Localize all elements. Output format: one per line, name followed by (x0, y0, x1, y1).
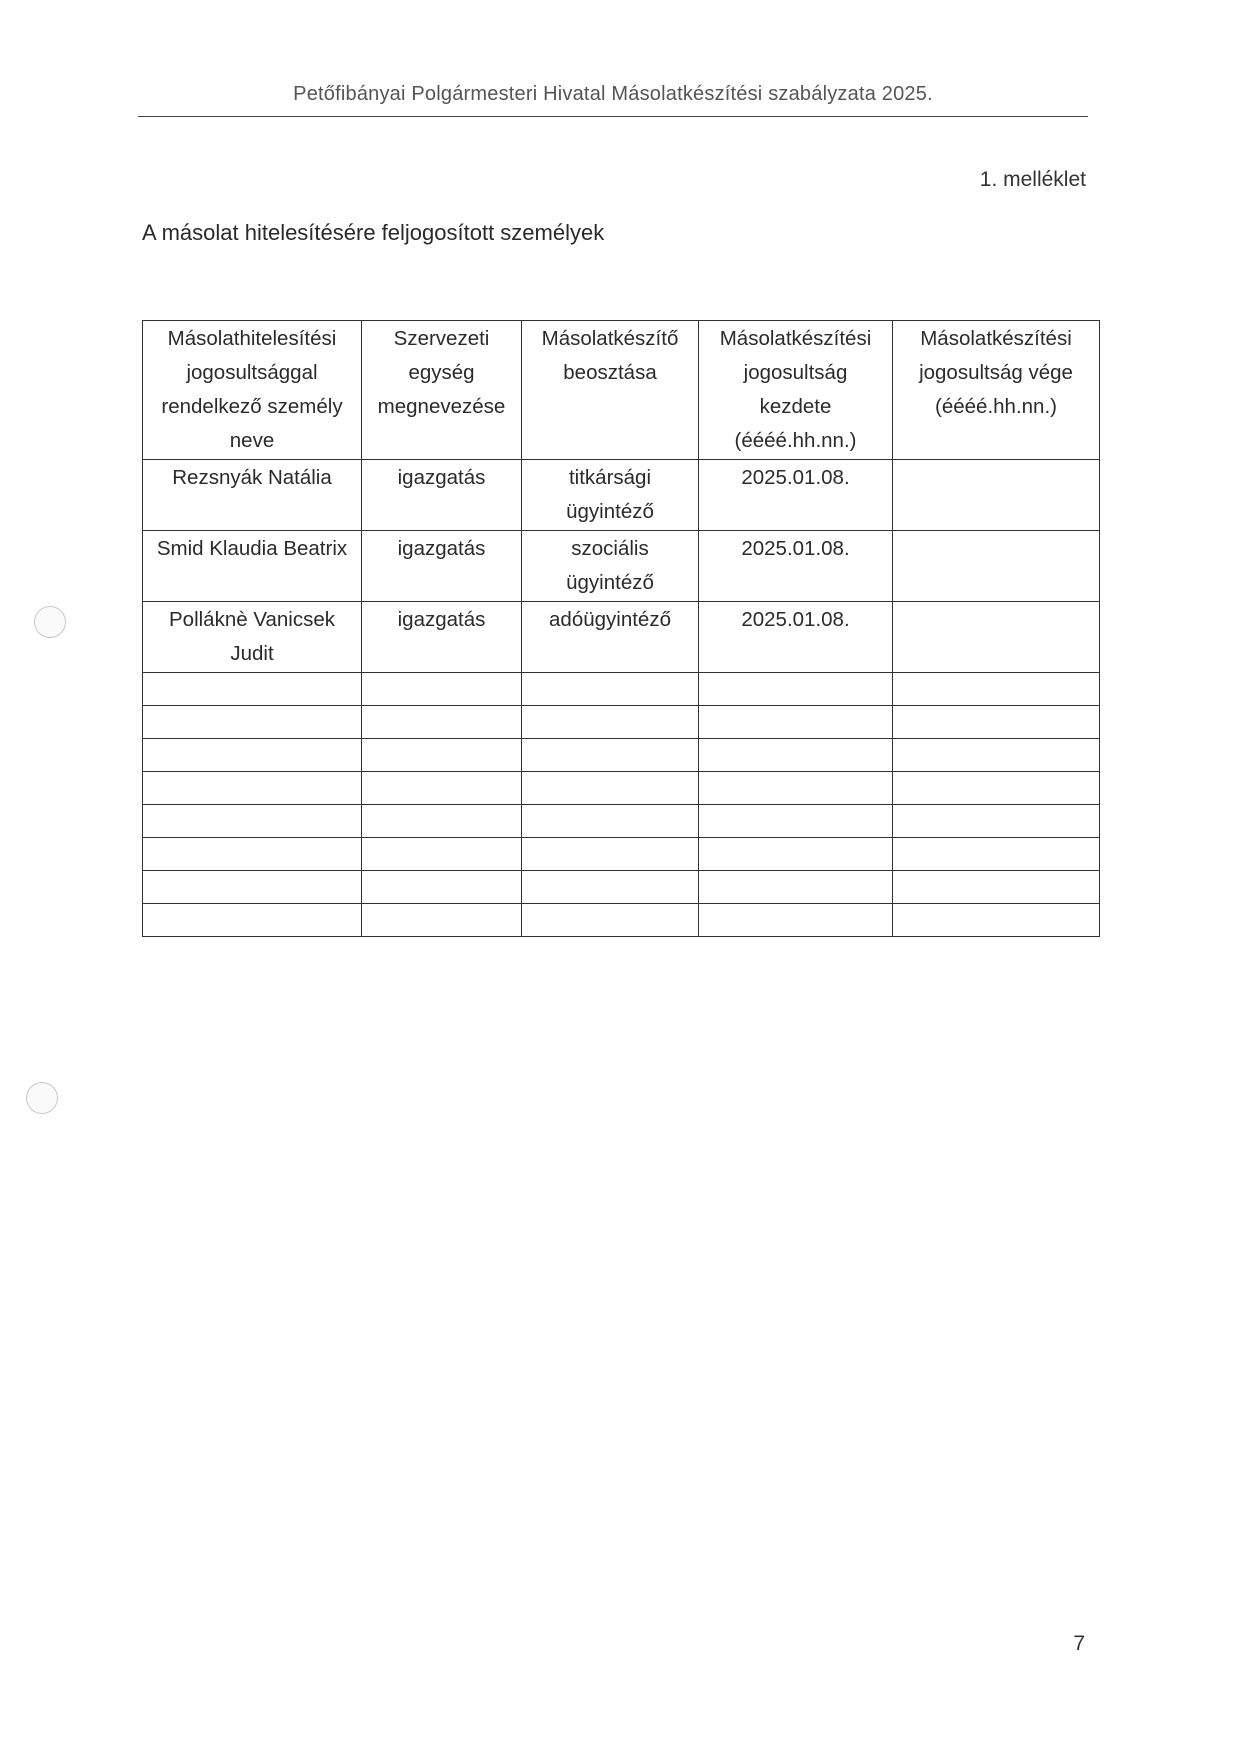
punch-hole-upper (34, 606, 66, 638)
column-header-person-name: Másolathitelesítési jogosultsággal rendelkező személy neve (143, 321, 362, 460)
authorized-persons-table (142, 320, 1100, 937)
table-row (143, 531, 1100, 602)
cell-end-date (893, 460, 1100, 531)
empty-table-row (143, 838, 1100, 871)
column-header-end-date: Másolatkészítési jogosultság vége (éééé.hh.nn.) (893, 321, 1100, 460)
table-header-row (143, 321, 1100, 460)
cell-person-name: Smid Klaudia Beatrix (143, 531, 362, 602)
empty-table-row (143, 772, 1100, 805)
cell-start-date: 2025.01.08. (699, 602, 893, 673)
cell-org-unit: igazgatás (362, 531, 522, 602)
page-header: Petőfibányai Polgármesteri Hivatal Másolatkészítési szabályzata 2025. (293, 83, 933, 105)
column-header-org-unit: Szervezeti egység megnevezése (362, 321, 522, 460)
empty-table-row (143, 871, 1100, 904)
column-header-position: Másolatkészítő beosztása (522, 321, 699, 460)
annex-label: 1. melléklet (979, 168, 1086, 191)
cell-org-unit: igazgatás (362, 460, 522, 531)
table-row (143, 460, 1100, 531)
empty-table-row (143, 904, 1100, 937)
header-divider (138, 116, 1088, 117)
cell-position: szociális ügyintéző (522, 531, 699, 602)
cell-position: adóügyintéző (522, 602, 699, 673)
table-row (143, 602, 1100, 673)
page-number: 7 (1073, 1632, 1085, 1655)
punch-hole-lower (26, 1082, 58, 1114)
cell-person-name: Rezsnyák Natália (143, 460, 362, 531)
cell-position: titkársági ügyintéző (522, 460, 699, 531)
cell-end-date (893, 602, 1100, 673)
empty-table-row (143, 739, 1100, 772)
empty-table-row (143, 706, 1100, 739)
cell-start-date: 2025.01.08. (699, 460, 893, 531)
cell-person-name: Polláknè Vanicsek Judit (143, 602, 362, 673)
empty-table-row (143, 673, 1100, 706)
column-header-start-date: Másolatkészítési jogosultság kezdete (éééé.hh.nn.) (699, 321, 893, 460)
section-title: A másolat hitelesítésére feljogosított személyek (142, 220, 605, 245)
cell-start-date: 2025.01.08. (699, 531, 893, 602)
cell-end-date (893, 531, 1100, 602)
cell-org-unit: igazgatás (362, 602, 522, 673)
empty-table-row (143, 805, 1100, 838)
